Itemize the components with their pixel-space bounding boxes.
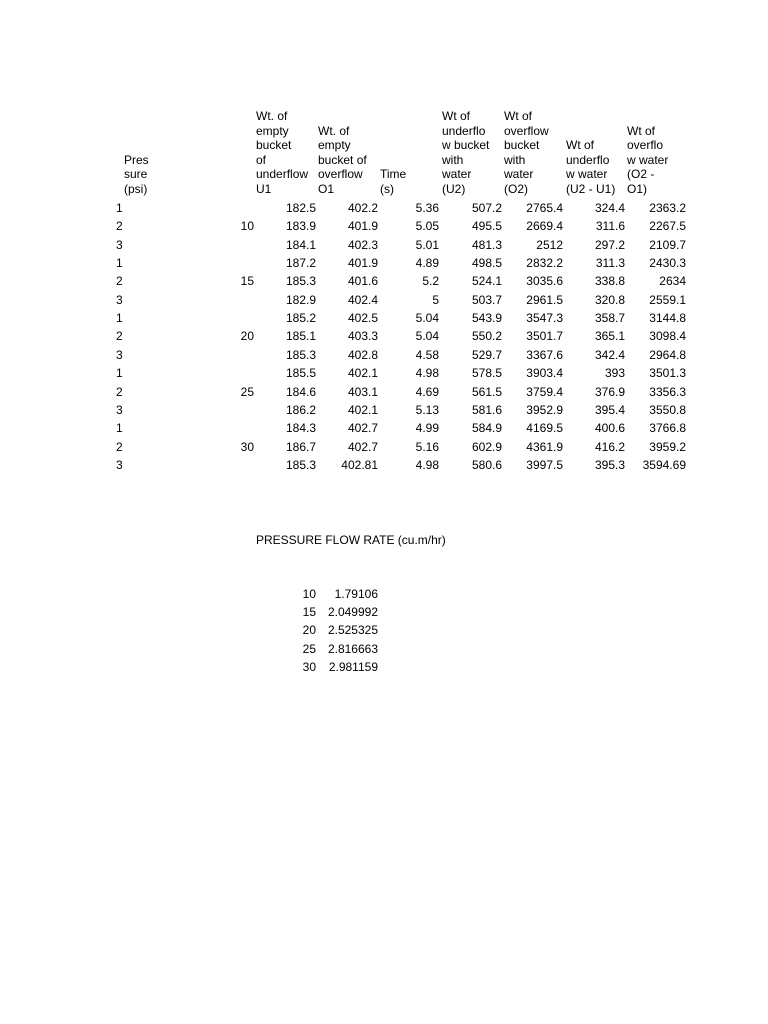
cell-trial: 3 xyxy=(116,457,123,472)
cell-ow: 2559.1 xyxy=(649,292,686,307)
cell-u1: 184.6 xyxy=(285,384,316,399)
cell-u1: 185.2 xyxy=(285,311,316,326)
cell-time: 4.89 xyxy=(415,256,439,271)
header-line: overflow xyxy=(318,167,363,181)
cell-o1: 402.7 xyxy=(347,421,378,436)
cell-u2: 503.7 xyxy=(471,292,502,307)
cell-ow: 3766.8 xyxy=(649,421,686,436)
cell-trial: 2 xyxy=(116,384,123,399)
cell-o2: 3035.6 xyxy=(526,274,563,289)
header-empty-underflow xyxy=(256,110,308,196)
header-line: w water xyxy=(627,152,669,167)
cell-uw: 324.4 xyxy=(594,201,625,215)
cell-o2: 3501.7 xyxy=(526,329,563,344)
header-line: water xyxy=(504,167,534,181)
header-line: Time xyxy=(380,167,407,181)
cell-u1: 185.3 xyxy=(285,347,316,362)
cell-o2: 3547.3 xyxy=(526,311,563,326)
header-time xyxy=(380,110,406,196)
cell-u1: 183.9 xyxy=(285,219,316,234)
cell-u1: 185.5 xyxy=(285,366,316,381)
cell-pressure: 25 xyxy=(240,384,254,399)
summary-flow-rate: 2.525325 xyxy=(327,623,378,638)
cell-o1: 402.3 xyxy=(347,237,378,252)
cell-uw: 376.9 xyxy=(594,384,625,399)
summary-flow-rate: 2.981159 xyxy=(328,659,378,674)
cell-o1: 402.8 xyxy=(347,347,378,362)
cell-o2: 2669.4 xyxy=(526,219,563,234)
cell-u1: 187.2 xyxy=(285,256,316,271)
header-line: bucket xyxy=(256,138,292,152)
cell-time: 5.05 xyxy=(415,219,439,234)
cell-pressure: 30 xyxy=(240,439,254,454)
cell-u2: 495.5 xyxy=(471,219,502,234)
cell-u1: 182.9 xyxy=(285,292,316,307)
header-line: overflo xyxy=(627,138,664,152)
cell-u1: 185.3 xyxy=(285,274,316,289)
header-line: w water xyxy=(566,167,608,181)
cell-uw: 393 xyxy=(604,366,625,381)
summary-pressure: 25 xyxy=(302,641,316,656)
cell-pressure: 15 xyxy=(240,274,254,289)
cell-time: 4.98 xyxy=(415,457,439,472)
cell-uw: 365.1 xyxy=(594,329,625,344)
cell-uw: 311.6 xyxy=(595,219,625,234)
cell-u2: 584.9 xyxy=(471,421,502,436)
cell-u2: 578.5 xyxy=(471,366,502,381)
cell-time: 5.01 xyxy=(415,237,439,252)
header-line: Wt of xyxy=(504,109,533,123)
cell-ow: 3959.2 xyxy=(649,439,686,454)
header-overflow-water xyxy=(627,110,668,196)
cell-trial: 1 xyxy=(116,421,123,436)
cell-uw: 320.8 xyxy=(594,292,625,307)
cell-ow: 2109.7 xyxy=(649,237,686,252)
cell-uw: 358.7 xyxy=(594,311,625,326)
summary-pressure: 15 xyxy=(302,605,316,620)
header-line: with xyxy=(504,152,526,167)
cell-o2: 2512 xyxy=(536,237,563,252)
cell-u2: 529.7 xyxy=(471,347,502,362)
cell-trial: 1 xyxy=(116,366,123,381)
header-line: (O2) xyxy=(504,181,528,196)
cell-uw: 395.4 xyxy=(594,402,625,417)
cell-o2: 2765.4 xyxy=(526,201,563,215)
header-empty-overflow xyxy=(318,110,367,196)
cell-u2: 543.9 xyxy=(471,311,502,326)
cell-trial: 1 xyxy=(116,256,123,271)
cell-uw: 297.2 xyxy=(594,237,625,252)
cell-o2: 2832.2 xyxy=(526,256,563,271)
summary-title: PRESSURE FLOW RATE (cu.m/hr) xyxy=(256,533,446,547)
cell-trial: 2 xyxy=(116,439,123,454)
cell-ow: 2634 xyxy=(659,274,686,289)
cell-o2: 3367.6 xyxy=(526,347,563,362)
header-line: water xyxy=(442,167,472,181)
cell-time: 5.2 xyxy=(422,274,439,289)
cell-time: 5.04 xyxy=(415,329,439,344)
cell-uw: 395.3 xyxy=(594,457,625,472)
summary-flow-rate: 1.79106 xyxy=(334,587,378,601)
header-line: sure xyxy=(124,167,148,181)
cell-o1: 402.5 xyxy=(347,311,378,326)
header-line: of xyxy=(256,152,267,167)
header-line: Wt of xyxy=(566,138,595,152)
cell-time: 4.98 xyxy=(415,366,439,381)
cell-o2: 3903.4 xyxy=(526,366,563,381)
cell-u2: 507.2 xyxy=(471,201,502,215)
cell-u1: 184.3 xyxy=(285,421,316,436)
cell-o1: 402.81 xyxy=(341,457,378,472)
cell-o2: 3759.4 xyxy=(526,384,563,399)
cell-time: 5.36 xyxy=(415,201,439,215)
header-line: Wt of xyxy=(442,109,471,123)
cell-u2: 498.5 xyxy=(471,256,502,271)
header-line: O1) xyxy=(627,181,648,196)
cell-trial: 1 xyxy=(116,311,123,326)
header-line: U1 xyxy=(256,181,272,196)
cell-o2: 4361.9 xyxy=(526,439,563,454)
header-line: underflo xyxy=(442,123,486,138)
cell-o1: 402.1 xyxy=(347,366,378,381)
cell-trial: 3 xyxy=(116,237,123,252)
header-underflow-with-water xyxy=(442,110,489,196)
cell-trial: 3 xyxy=(116,292,123,307)
cell-u2: 581.6 xyxy=(471,402,502,417)
cell-u1: 185.1 xyxy=(285,329,316,344)
cell-u1: 186.7 xyxy=(285,439,316,454)
header-line: empty xyxy=(318,138,351,152)
cell-uw: 311.3 xyxy=(595,256,625,271)
cell-time: 4.58 xyxy=(415,347,439,362)
summary-pressure: 30 xyxy=(302,659,316,674)
cell-trial: 2 xyxy=(116,274,123,289)
cell-ow: 2430.3 xyxy=(649,256,686,271)
cell-o1: 401.6 xyxy=(347,274,378,289)
cell-u2: 561.5 xyxy=(471,384,502,399)
cell-o1: 402.4 xyxy=(347,292,378,307)
cell-o2: 2961.5 xyxy=(526,292,563,307)
header-line: Pres xyxy=(124,152,149,167)
cell-ow: 3144.8 xyxy=(649,311,686,326)
cell-o1: 402.2 xyxy=(347,201,378,215)
cell-u1: 186.2 xyxy=(285,402,316,417)
header-line: bucket xyxy=(504,138,540,152)
header-pressure xyxy=(124,110,149,196)
cell-u1: 185.3 xyxy=(285,457,316,472)
cell-o1: 403.1 xyxy=(347,384,378,399)
cell-ow: 3098.4 xyxy=(649,329,686,344)
header-line: overflow xyxy=(504,123,549,138)
cell-uw: 342.4 xyxy=(594,347,625,362)
header-line: (psi) xyxy=(124,181,148,196)
cell-u2: 602.9 xyxy=(471,439,502,454)
cell-pressure: 20 xyxy=(240,329,254,344)
summary-pressure: 20 xyxy=(302,623,316,638)
header-line: empty xyxy=(256,123,289,138)
cell-time: 5.04 xyxy=(415,311,439,326)
cell-time: 5 xyxy=(432,292,439,307)
header-line: with xyxy=(442,152,464,167)
summary-flow-rate: 2.816663 xyxy=(327,641,378,656)
cell-u2: 524.1 xyxy=(471,274,502,289)
header-underflow-water xyxy=(566,110,615,196)
cell-o2: 3997.5 xyxy=(526,457,563,472)
cell-u2: 580.6 xyxy=(471,457,502,472)
header-line: O1 xyxy=(318,181,335,196)
header-line: underflo xyxy=(566,152,610,167)
cell-u1: 182.5 xyxy=(285,201,316,215)
cell-o1: 401.9 xyxy=(347,256,378,271)
cell-o1: 402.7 xyxy=(347,439,378,454)
cell-o2: 4169.5 xyxy=(526,421,563,436)
summary-pressure: 10 xyxy=(302,587,316,601)
cell-ow: 2363.2 xyxy=(649,201,686,215)
cell-o1: 403.3 xyxy=(347,329,378,344)
header-line: underflow xyxy=(256,167,309,181)
summary-flow-rate: 2.049992 xyxy=(327,605,378,620)
header-line: Wt. of xyxy=(256,109,288,123)
cell-time: 4.99 xyxy=(415,421,439,436)
cell-o1: 402.1 xyxy=(347,402,378,417)
cell-ow: 2267.5 xyxy=(649,219,686,234)
cell-uw: 400.6 xyxy=(594,421,625,436)
cell-ow: 3550.8 xyxy=(649,402,686,417)
header-line: w bucket xyxy=(442,138,490,152)
cell-time: 5.16 xyxy=(415,439,439,454)
header-overflow-with-water xyxy=(504,110,549,196)
cell-trial: 2 xyxy=(116,329,123,344)
cell-o2: 3952.9 xyxy=(526,402,563,417)
header-line: Wt of xyxy=(627,123,656,138)
header-line: (O2 - xyxy=(627,167,655,181)
cell-trial: 3 xyxy=(116,347,123,362)
cell-time: 5.13 xyxy=(415,402,439,417)
header-line: (s) xyxy=(380,181,394,196)
cell-uw: 338.8 xyxy=(594,274,625,289)
header-line: (U2) xyxy=(442,181,466,196)
cell-trial: 3 xyxy=(116,402,123,417)
header-line: (U2 - U1) xyxy=(566,181,616,196)
cell-time: 4.69 xyxy=(415,384,439,399)
cell-ow: 3356.3 xyxy=(649,384,686,399)
cell-ow: 3501.3 xyxy=(649,366,686,381)
cell-trial: 2 xyxy=(116,219,123,234)
cell-ow: 2964.8 xyxy=(649,347,686,362)
cell-u2: 481.3 xyxy=(471,237,502,252)
cell-ow: 3594.69 xyxy=(642,457,686,472)
header-line: bucket of xyxy=(318,152,367,167)
cell-trial: 1 xyxy=(116,201,123,215)
header-line: Wt. of xyxy=(318,123,350,138)
cell-pressure: 10 xyxy=(240,219,254,234)
cell-u2: 550.2 xyxy=(471,329,502,344)
cell-u1: 184.1 xyxy=(285,237,316,252)
cell-uw: 416.2 xyxy=(594,439,625,454)
cell-o1: 401.9 xyxy=(347,219,378,234)
